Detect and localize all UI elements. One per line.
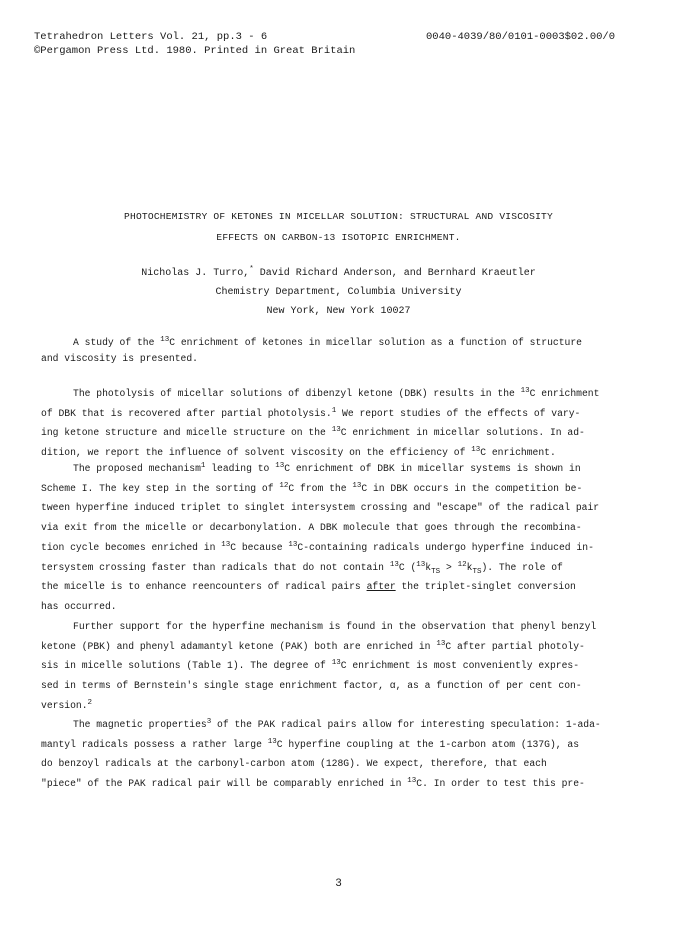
article-code: 0040-4039/80/0101-0003$02.00/0 <box>426 31 616 43</box>
article-title-line-1: PHOTOCHEMISTRY OF KETONES IN MICELLAR SOLUTION: STRUCTURAL AND VISCOSITY <box>124 211 553 222</box>
text-line: The photolysis of micellar solutions of dibenzyl ketone (DBK) results in the $^{13}$C enrichment <box>73 386 600 399</box>
text-line: sed in terms of Bernstein's single stage enrichment factor, α, as a function of per cent con- <box>41 680 582 692</box>
author-list <box>0 265 677 282</box>
affiliation-department: Chemistry Department, Columbia University <box>215 287 462 298</box>
abstract-line: A study of the $^{13}$C enrichment of ketones in micellar solution as a function of structure <box>73 335 582 348</box>
text-line: tersystem crossing faster than radicals that do not contain $^{13}$C $(^{13}k_{TS} > ^{12}k_{TS})$. The role of <box>41 560 563 576</box>
text-line: has occurred. <box>41 600 117 612</box>
text-line: via exit from the micelle or decarbonylation. A DBK molecule that goes through the recombina- <box>41 522 582 534</box>
paragraph-3 <box>41 617 613 716</box>
author-names-a: Nicholas J. Turro, <box>141 268 250 279</box>
text-line: mantyl radicals possess a rather large $^{13}$C hyperfine coupling at the 1-carbon atom (137G), as <box>41 737 580 750</box>
text-line: The magnetic properties$^3$ of the PAK radical pairs allow for interesting speculation: 1-ada- <box>73 717 601 730</box>
text-line: version.$^2$ <box>41 698 93 711</box>
text-line: Scheme I. The key step in the sorting of $^{12}$C from the $^{13}$C in DBK occurs in the competition be- <box>41 481 583 494</box>
text-line: of DBK that is recovered after partial photolysis.$^1$ We report studies of the effects of vary- <box>41 406 581 419</box>
abstract <box>41 335 613 367</box>
abstract-line: and viscosity is presented. <box>41 353 198 364</box>
text-line: ing ketone structure and micelle structure on the $^{13}$C enrichment in micellar solutions. In ad- <box>41 426 585 439</box>
text-line: Further support for the hyperfine mechanism is found in the observation that phenyl benzyl <box>73 621 597 632</box>
text-line: do benzoyl radicals at the carbonyl-carbon atom (128G). We expect, therefore, that each <box>41 758 547 770</box>
text-line: dition, we report the influence of solvent viscosity on the efficiency of $^{13}$C enrichment. <box>41 445 556 459</box>
text-line: the micelle is to enhance reencounters of radical pairs after the triplet-singlet conversion <box>41 581 576 593</box>
paragraph-4 <box>41 715 613 794</box>
affiliation-city: New York, New York 10027 <box>266 306 411 317</box>
text-line: tion cycle becomes enriched in $^{13}$C because $^{13}$C-containing radicals undergo hyperfine induced in- <box>41 540 594 553</box>
paragraph-1 <box>41 384 613 463</box>
text-line: The proposed mechanism$^1$ leading to $^{13}$C enrichment of DBK in micellar systems is shown in <box>73 461 581 474</box>
author-names-b: David Richard Anderson, and Bernhard Kraeutler <box>253 268 536 279</box>
publisher-line: ©Pergamon Press Ltd. 1980. Printed in Great Britain <box>34 45 356 57</box>
page-number: 3 <box>335 878 342 890</box>
corresponding-star: * <box>249 265 254 274</box>
text-line: tween hyperfine induced triplet to singlet intersystem crossing and "escape" of the radical pair <box>41 502 600 514</box>
article-title-line-2: EFFECTS ON CARBON-13 ISOTOPIC ENRICHMENT. <box>216 232 461 243</box>
paragraph-2 <box>41 459 613 617</box>
text-line: sis in micelle solutions (Table 1). The degree of $^{13}$C enrichment is most conveniently expres- <box>41 659 580 672</box>
journal-citation: Tetrahedron Letters Vol. 21, pp.3 - 6 <box>34 31 268 43</box>
text-line: ketone (PBK) and phenyl adamantyl ketone (PAK) both are enriched in $^{13}$C after partial photoly- <box>41 639 585 652</box>
text-line: "piece" of the PAK radical pair will be comparably enriched in $^{13}$C. In order to test this pre- <box>41 776 585 790</box>
